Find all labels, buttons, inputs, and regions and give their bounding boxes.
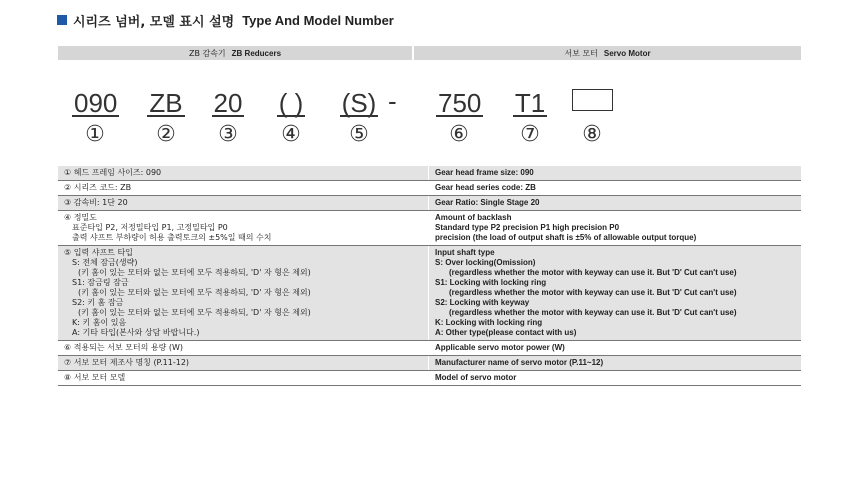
- table-row: [58, 371, 801, 386]
- number-8: ⑧: [582, 122, 602, 147]
- row-ko: ② 시리즈 코드: ZB: [58, 181, 429, 196]
- number-7: ⑦: [520, 122, 540, 147]
- code-part-8-box: [572, 89, 613, 111]
- row-ko: ④ 정밀도 표준타입 P2, 저정밀타입 P1, 고정밀타입 P0 출력 샤프트 부하량이 허용 출력토크의 ±5%일 때의 수치: [58, 211, 429, 246]
- table-row: [58, 181, 801, 196]
- number-2: ②: [156, 122, 176, 147]
- code-part-6: 750: [438, 88, 482, 118]
- code-part-3: 20: [213, 88, 243, 118]
- row-ko: ⑦ 서보 모터 제조사 명칭 (P.11-12): [58, 356, 429, 371]
- table-row: [58, 211, 801, 246]
- reducer-band-en: ZB Reducers: [231, 48, 282, 58]
- table-row: [58, 246, 801, 341]
- row-ko: ⑤ 입력 샤프트 타입 S: 전체 잠금(생략) (키 홈이 있는 모터와 없는 모터에 모두 적용하되, 'D' 자 형은 제외) S1: 잠금링 잠금 (키 홈이 있는 모터와 없는 모터에 모두 적용하되, 'D' 자 형은 제외) S2: 키 홈 잠금 (키 홈이 있는 모터와 없는 모터에 모두 적용하되, 'D' 자 형은 제외) K: 키 홈이 있음 A: 기타 타입(본사와 상담 바랍니다.): [58, 246, 429, 341]
- row-ko: ⑥ 적용되는 서보 모터의 용량 (W): [58, 341, 429, 356]
- row-ko: ⑧ 서보 모터 모델: [58, 371, 429, 386]
- code-part-4: ( ): [278, 88, 304, 118]
- motor-band: [414, 46, 801, 60]
- description-table: [58, 166, 801, 386]
- reducer-band-ko: ZB 감속기: [188, 48, 226, 58]
- row-en: Gear Ratio: Single Stage 20: [429, 196, 802, 211]
- code-part-5: (S): [341, 88, 377, 118]
- row-ko: ① 헤드 프레임 사이즈: 090: [58, 166, 429, 181]
- title-english: Type And Model Number: [242, 12, 394, 28]
- table-row: [58, 341, 801, 356]
- row-en: Manufacturer name of servo motor (P.11~12): [429, 356, 802, 371]
- number-3: ③: [218, 122, 238, 147]
- row-en: Input shaft type S: Over locking(Omission) (regardless whether the motor with keyway can use it. But 'D' Cut can't use) S1: Locking with locking ring (regardless whether the motor with keyway can use it. But 'D' Cut can't use) S2: Locking with keyway (regardless whether the motor with keyway can use it. But 'D' Cut can't use) K: Locking with locking ring A: Other type(please contact with us): [429, 246, 802, 341]
- row-en: Model of servo motor: [429, 371, 802, 386]
- number-5: ⑤: [349, 122, 369, 147]
- row-en: Gear head series code: ZB: [429, 181, 802, 196]
- header-band: [58, 46, 801, 60]
- table-row: [58, 356, 801, 371]
- reducer-band: [58, 46, 412, 60]
- motor-band-ko: 서보 모터: [564, 48, 598, 58]
- number-1: ①: [85, 122, 105, 147]
- row-en: Amount of backlash Standard type P2 precision P1 high precision P0 precision (the load of output shaft is ±5% of allowable output torque): [429, 211, 802, 246]
- code-part-1: 090: [74, 88, 118, 118]
- row-en: Gear head frame size: 090: [429, 166, 802, 181]
- code-part-2: ZB: [149, 88, 183, 118]
- table-row: [58, 166, 801, 181]
- code-dash: -: [388, 86, 397, 116]
- title-korean: 시리즈 넘버, 모델 표시 설명: [73, 14, 235, 30]
- row-en: Applicable servo motor power (W): [429, 341, 802, 356]
- table-row: [58, 196, 801, 211]
- number-4: ④: [281, 122, 301, 147]
- blue-square-icon: [57, 15, 67, 25]
- number-6: ⑥: [449, 122, 469, 147]
- row-ko: ③ 감속비: 1단 20: [58, 196, 429, 211]
- page-title: [57, 10, 394, 30]
- code-part-7: T1: [514, 88, 546, 118]
- motor-band-en: Servo Motor: [603, 48, 651, 58]
